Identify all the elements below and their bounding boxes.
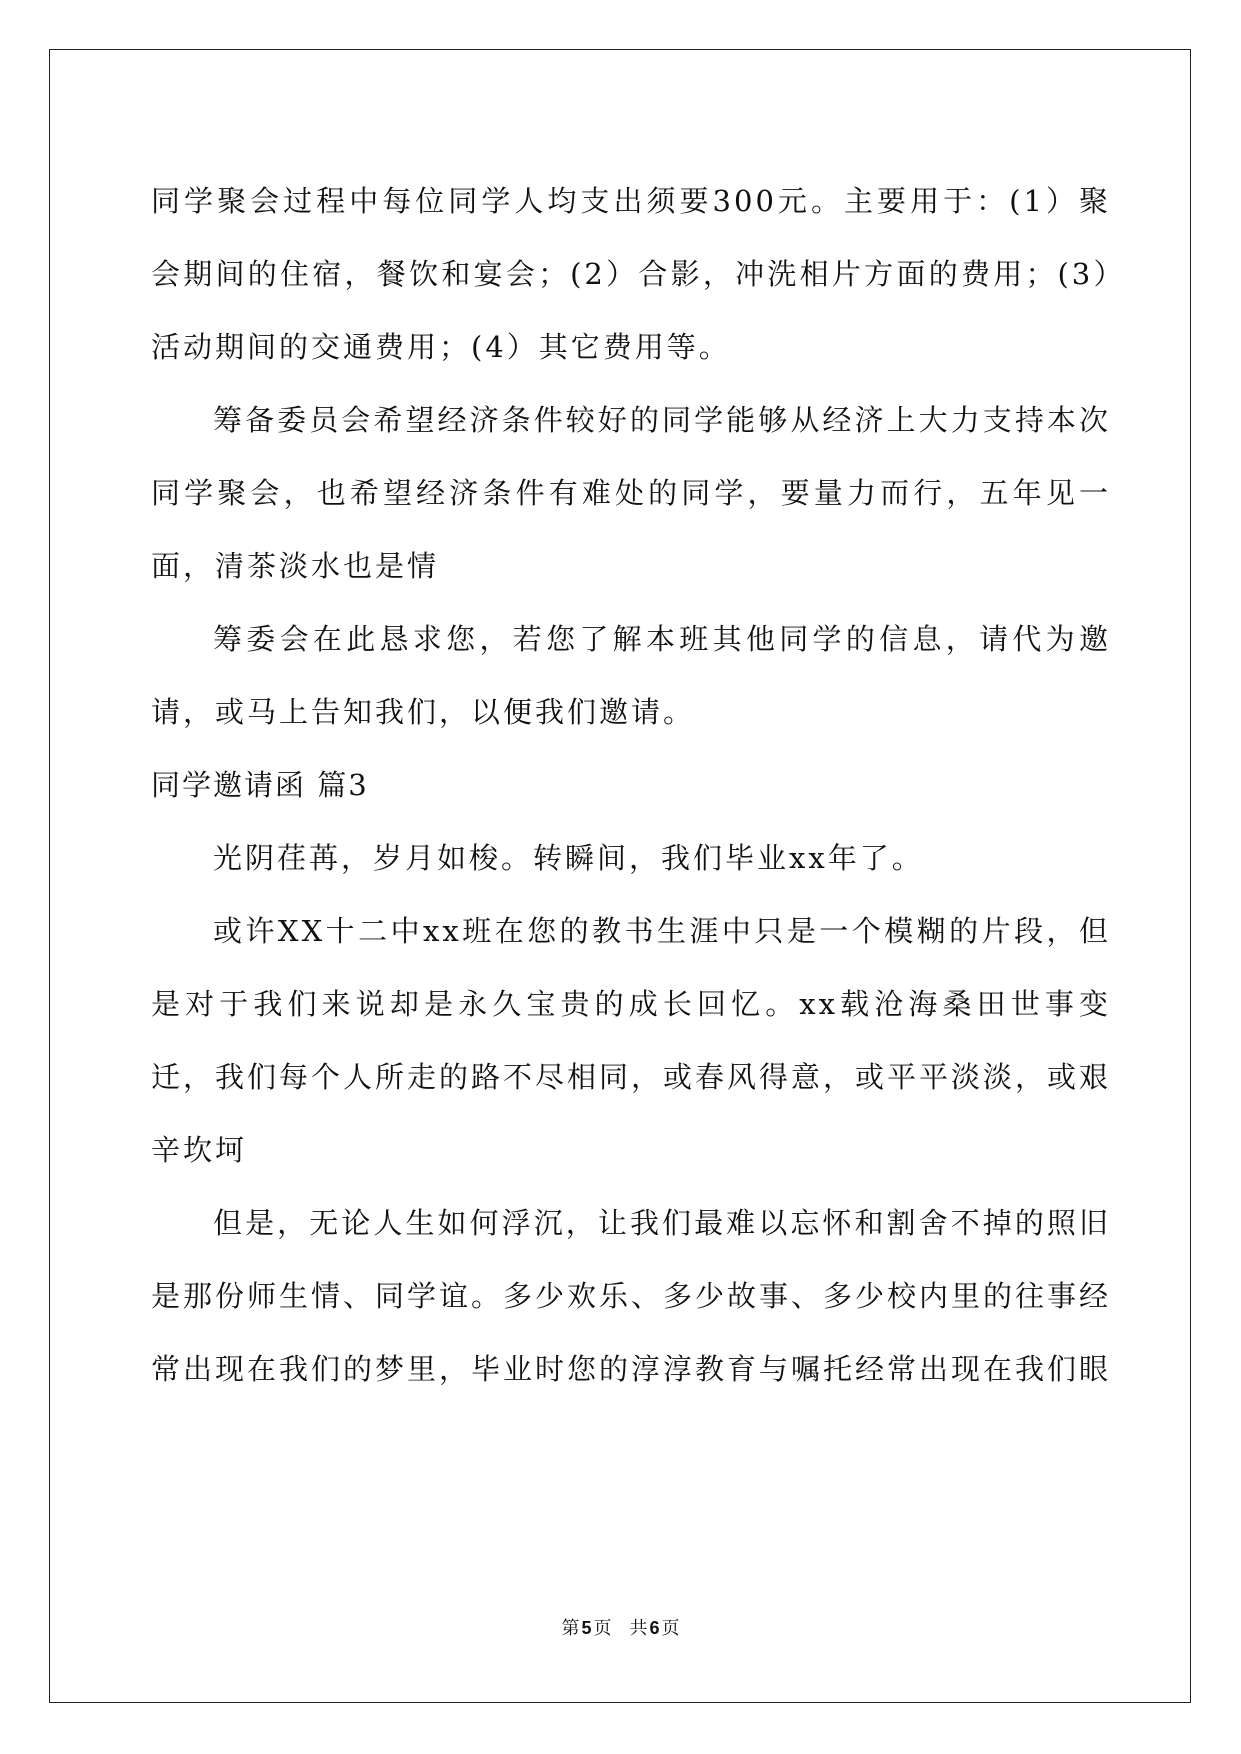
paragraph-time-flies: 光阴荏苒，岁月如梭。转瞬间，我们毕业xx年了。 xyxy=(213,841,924,875)
paragraph-friendship: 但是，无论人生如何浮沉，让我们最难以忘怀和割舍不掉的照旧是那份师生情、同学谊。多少欢乐、多少故事、多少校内里的往事经常出现在我们的梦里，毕业时您的淳淳教育与嘱托经常出现在我们眼 xyxy=(151,1206,1112,1386)
footer-total-prefix: 共 xyxy=(629,1618,648,1639)
footer-current-page: 5 xyxy=(581,1618,592,1638)
page-footer xyxy=(0,1616,1241,1641)
paragraph-committee-hope: 筹备委员会希望经济条件较好的同学能够从经济上大力支持本次同学聚会，也希望经济条件有难处的同学，要量力而行，五年见一面，清茶淡水也是情 xyxy=(151,403,1111,583)
footer-page-prefix: 第 xyxy=(561,1618,580,1639)
document-body xyxy=(151,165,1111,1406)
section-heading: 同学邀请函 篇3 xyxy=(151,768,369,802)
paragraph-committee-request: 筹委会在此恳求您，若您了解本班其他同学的信息，请代为邀请，或马上告知我们，以便我们邀请。 xyxy=(151,622,1111,729)
footer-page-suffix: 页 xyxy=(593,1618,612,1639)
footer-total-pages: 6 xyxy=(649,1618,660,1638)
footer-total-suffix: 页 xyxy=(661,1618,680,1639)
paragraph-memories: 或许XX十二中xx班在您的教书生涯中只是一个模糊的片段，但是对于我们来说却是永久宝贵的成长回忆。xx载沧海桑田世事变迁，我们每个人所走的路不尽相同，或春风得意，或平平淡淡，或艰辛坎坷 xyxy=(151,914,1112,1167)
paragraph-expenses: 同学聚会过程中每位同学人均支出须要300元。主要用于：(1）聚会期间的住宿，餐饮和宴会；(2）合影，冲洗相片方面的费用；(3）活动期间的交通费用；(4）其它费用等。 xyxy=(151,184,1111,364)
